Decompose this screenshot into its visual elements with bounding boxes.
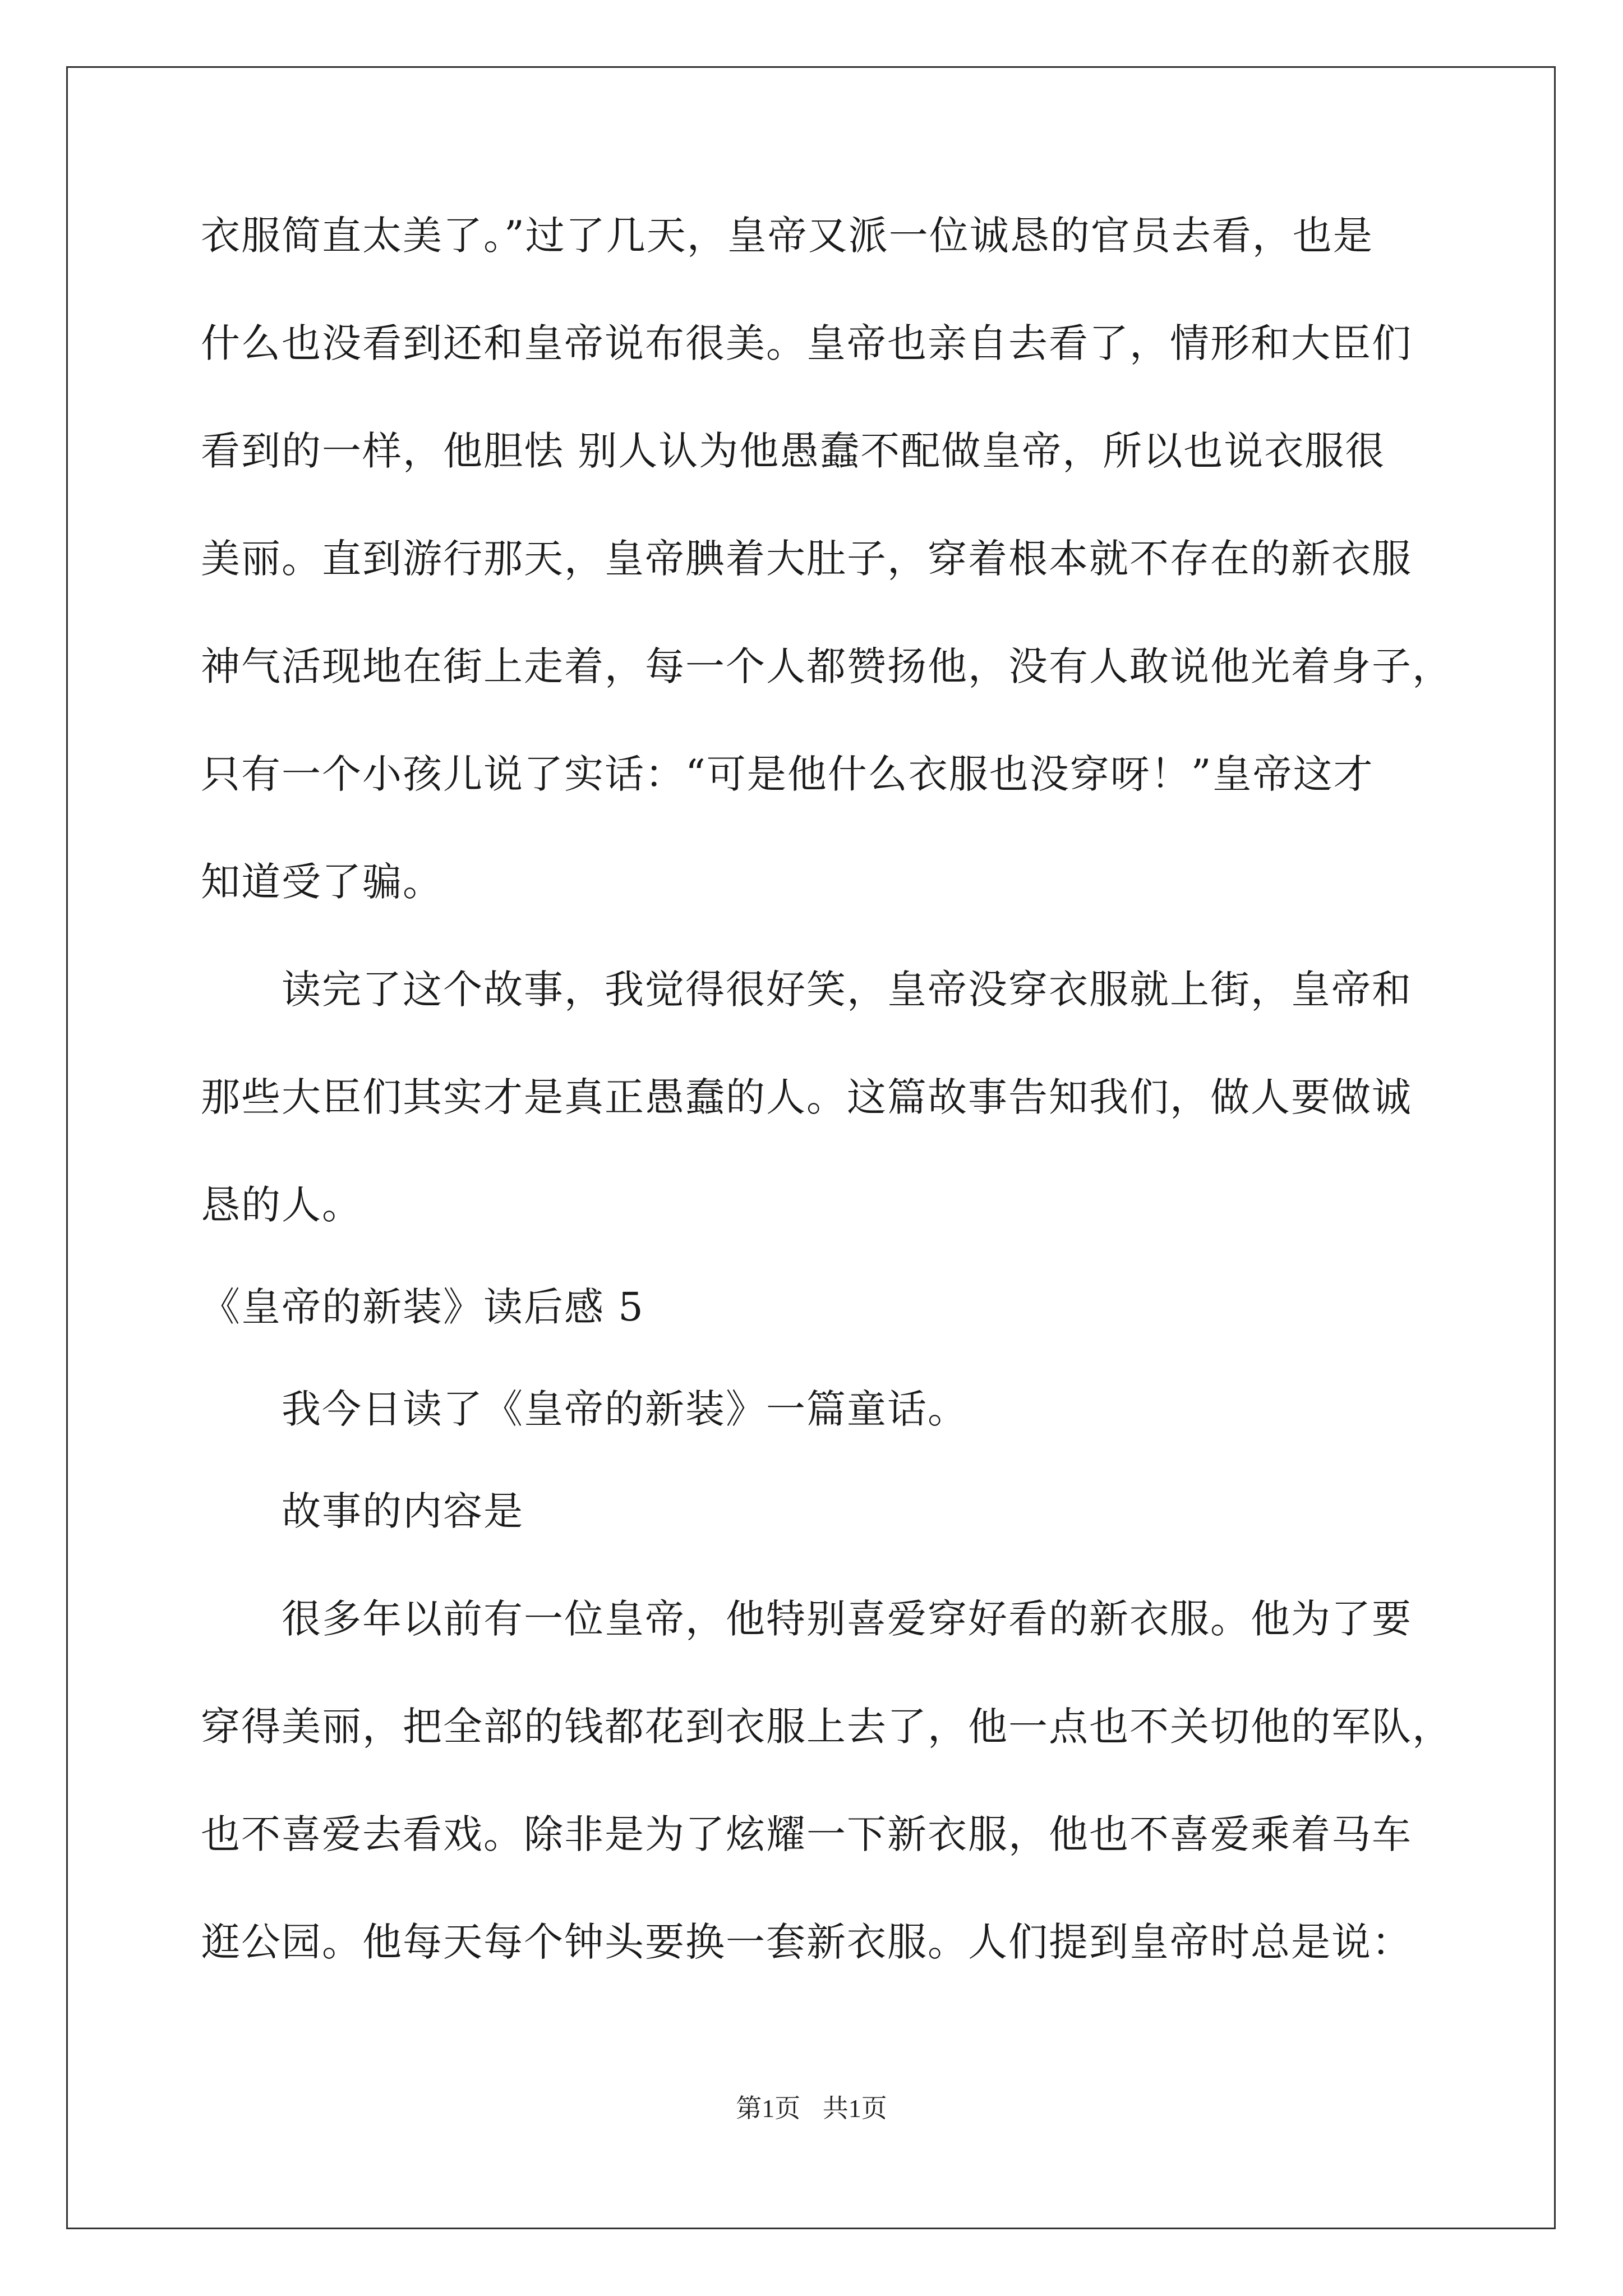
page-footer [0, 2088, 1623, 2125]
document-body [201, 208, 1468, 1970]
text-line: 什么也没看到还和皇帝说布很美。皇帝也亲自去看了，情形和大臣们 [201, 320, 1412, 366]
text-line: 看到的一样，他胆怯 别人认为他愚蠢不配做皇帝，所以也说衣服很 [201, 428, 1386, 474]
text-line: 神气活现地在街上走着，每一个人都赞扬他，没有人敢说他光着身子， [201, 643, 1453, 689]
total-pages: 共1页 [822, 2094, 887, 2123]
section-heading: 《皇帝的新装》读后感 5 [201, 1284, 644, 1330]
text-line: 恳的人。 [201, 1182, 362, 1228]
text-line: 穿得美丽，把全部的钱都花到衣服上去了，他一点也不关切他的军队， [201, 1704, 1453, 1750]
text-line: 逛公园。他每天每个钟头要换一套新衣服。人们提到皇帝时总是说： [201, 1919, 1412, 1965]
text-line: 只有一个小孩儿说了实话：“可是他什么衣服也没穿呀！”皇帝这才 [201, 751, 1374, 797]
text-line: 知道受了骗。 [201, 859, 443, 905]
paragraph [201, 1591, 1468, 1970]
page-number: 第1页 [736, 2094, 801, 2123]
paragraph [201, 961, 1468, 1233]
text-line: 也不喜爱去看戏。除非是为了炫耀一下新衣服，他也不喜爱乘着马车 [201, 1811, 1412, 1857]
paragraph: 我今日读了《皇帝的新装》一篇童话。 [282, 1386, 968, 1432]
text-line: 衣服简直太美了。”过了几天，皇帝又派一位诚恳的官员去看，也是 [201, 213, 1373, 259]
text-line: 读完了这个故事，我觉得很好笑，皇帝没穿衣服就上街，皇帝和 [282, 967, 1412, 1013]
text-line: 很多年以前有一位皇帝，他特别喜爱穿好看的新衣服。他为了要 [282, 1596, 1412, 1642]
paragraph: 故事的内容是 [282, 1488, 524, 1534]
text-line: 那些大臣们其实才是真正愚蠢的人。这篇故事告知我们，做人要做诚 [201, 1074, 1412, 1120]
paragraph [201, 208, 1468, 910]
text-line: 美丽。直到游行那天，皇帝腆着大肚子，穿着根本就不存在的新衣服 [201, 536, 1412, 582]
